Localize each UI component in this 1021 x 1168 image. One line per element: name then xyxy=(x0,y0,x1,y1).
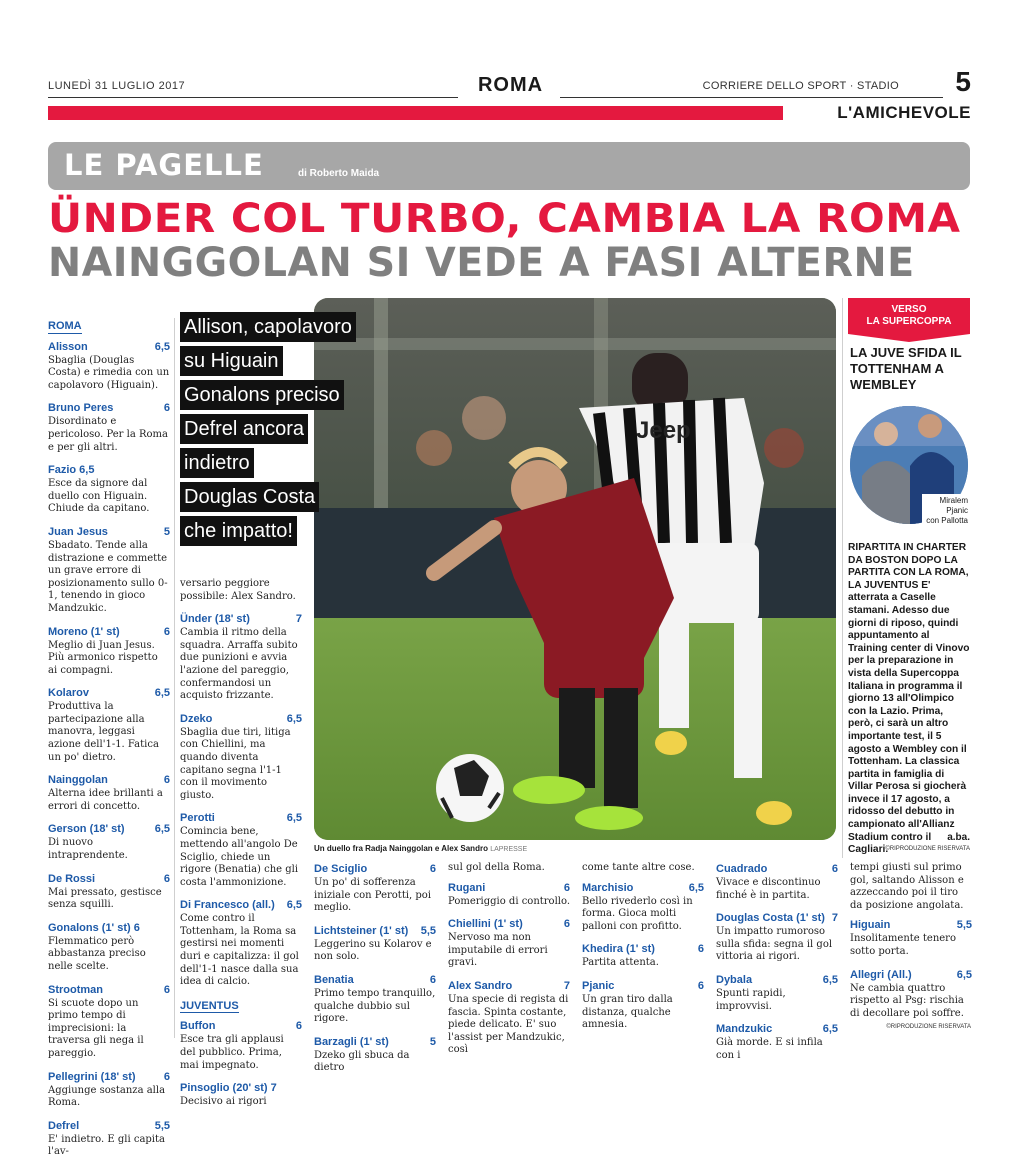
continued-text: tempi giusti sul primo gol, saltando Alisson e azzeccando poi il tiro da posizione angolata. xyxy=(850,862,964,911)
player-score: 6 xyxy=(163,1070,170,1083)
player-name: Khedira (1' st) xyxy=(582,943,655,956)
player-rating xyxy=(716,973,838,1013)
player-rating xyxy=(48,625,170,678)
player-name: Pellegrini (18' st) xyxy=(48,1070,136,1083)
player-comment: Pomeriggio di controllo. xyxy=(448,895,571,907)
player-rating xyxy=(582,881,704,934)
header-rule-right xyxy=(560,97,943,98)
publication-name: CORRIERE DELLO SPORT · STADIO xyxy=(702,80,899,92)
sidebar-photo-caption-line: con Pallotta xyxy=(926,516,968,525)
player-comment: Cambia il ritmo della squadra. Arraffa subito due punizioni e avvia l'azione del pareggio, confermandosi un acquisto frizzante. xyxy=(180,627,298,702)
sidebar-photo-caption-line: Miralem xyxy=(939,496,968,505)
player-rating xyxy=(716,911,838,964)
player-name: Rugani xyxy=(448,881,486,894)
player-comment: Si scuote dopo un primo tempo di imprecisioni: la traversa gli nega il pareggio. xyxy=(48,997,144,1059)
player-rating xyxy=(48,525,170,616)
column-divider xyxy=(842,298,843,858)
player-name: Gerson (18' st) xyxy=(48,823,125,836)
juve-ratings-col7 xyxy=(850,862,972,1029)
player-name: Chiellini (1' st) xyxy=(448,918,523,931)
player-name: Fazio 6,5 xyxy=(48,464,95,477)
player-name: Ünder (18' st) xyxy=(180,613,250,626)
player-rating xyxy=(448,979,570,1057)
player-comment: Un impatto rumoroso sulla sfida: segna il gol vittoria ai rigori. xyxy=(716,926,833,963)
player-rating xyxy=(582,979,704,1032)
column-divider xyxy=(174,318,175,1038)
player-rating xyxy=(850,968,972,1021)
player-comment: Spunti rapidi, improvvisi. xyxy=(716,987,786,1012)
sidebar-tag-line2: LA SUPERCOPPA xyxy=(866,316,952,327)
player-name: Buffon xyxy=(180,1020,216,1033)
player-comment: E' indietro. E gli capita l'av- xyxy=(48,1133,165,1158)
player-comment: Partita attenta. xyxy=(582,957,659,969)
sidebar-lead: RIPARTITA IN CHARTER DA BOSTON DOPO LA PARTITA CON LA ROMA, LA JUVENTUS E' xyxy=(848,542,969,591)
player-name: Pinsoglio (20' st) 7 xyxy=(180,1082,277,1095)
player-rating xyxy=(582,942,704,970)
player-comment: Esce tra gli applausi del pubblico. Prima, mai impegnato. xyxy=(180,1034,284,1071)
player-comment: Un gran tiro dalla distanza, qualche amnesia. xyxy=(582,993,673,1031)
player-comment: Dzeko gli sbuca da dietro xyxy=(314,1049,410,1074)
player-comment: Leggerino su Kolarov e non solo. xyxy=(314,938,432,963)
player-score: 6,5 xyxy=(154,687,170,700)
player-name: Di Francesco (all.) xyxy=(180,899,275,912)
header-rule-left xyxy=(48,97,458,98)
pagelle-label: LE PAGELLE xyxy=(64,148,264,182)
player-comment: Vivace e discontinuo finché è in partita. xyxy=(716,877,821,901)
player-score: 5,5 xyxy=(420,924,436,937)
section-title: ROMA xyxy=(477,74,544,96)
callout-line: indietro xyxy=(180,448,254,478)
player-rating xyxy=(48,822,170,862)
player-score: 6,5 xyxy=(286,899,302,912)
player-score: 6 xyxy=(163,774,170,787)
ratings-col2 xyxy=(180,578,302,1118)
player-comment: Sbaglia (Douglas Costa) e rimedia con un capolavoro (Higuain). xyxy=(48,354,170,391)
player-score: 6 xyxy=(163,983,170,996)
player-comment: Flemmatico però abbastanza preciso nelle scelte. xyxy=(48,935,146,972)
player-name: Mandzukic xyxy=(716,1023,773,1036)
player-rating xyxy=(48,463,170,516)
player-name: De Sciglio xyxy=(314,863,368,875)
player-score: 6 xyxy=(163,625,170,638)
headline-main: ÜNDER COL TURBO, CAMBIA LA ROMA xyxy=(48,196,961,242)
sidebar-tag-text xyxy=(848,304,970,328)
player-comment: Comincia bene, mettendo all'angolo De Sciglio, chiede un rigore (Benatia) che gli costa l'ammonizione. xyxy=(180,826,299,888)
player-name: Bruno Peres xyxy=(48,402,114,415)
team-label-juventus: JUVENTUS xyxy=(180,999,239,1012)
player-score: 6,5 xyxy=(154,823,170,836)
player-score: 6 xyxy=(831,863,838,875)
player-comment: Mai pressato, gestisce senza squilli. xyxy=(48,886,162,911)
player-rating xyxy=(180,712,302,803)
player-name: Allegri (All.) xyxy=(850,968,912,981)
player-score: 6,5 xyxy=(286,712,302,725)
callout-line: che impatto! xyxy=(180,516,297,546)
footer-rights: ©RIPRODUZIONE RISERVATA xyxy=(886,1024,971,1030)
callout-line: Defrel ancora xyxy=(180,414,308,444)
callout-line: Gonalons preciso xyxy=(180,380,344,410)
player-score: 5 xyxy=(163,525,170,538)
callout-line: Douglas Costa xyxy=(180,482,319,512)
player-score: 6,5 xyxy=(822,1023,838,1036)
player-name: Moreno (1' st) xyxy=(48,625,120,638)
player-rating xyxy=(48,921,170,974)
player-score: 6 xyxy=(563,918,570,931)
player-name: Kolarov xyxy=(48,687,89,700)
juve-ratings-col6 xyxy=(716,862,838,1071)
photo-caption-text: Un duello fra Radja Nainggolan e Alex Sandro xyxy=(314,844,488,853)
sidebar-tag-arrow xyxy=(848,334,970,342)
player-rating xyxy=(314,924,436,964)
headline-sub: NAINGGOLAN SI VEDE A FASI ALTERNE xyxy=(48,240,915,286)
player-comment: Aggiunge sostanza alla Roma. xyxy=(48,1084,166,1109)
juve-ratings-col4 xyxy=(448,862,570,1066)
byline: di Roberto Maida xyxy=(298,168,380,179)
page-number: 5 xyxy=(955,66,971,97)
player-comment: Alterna idee brillanti a errori di concetto. xyxy=(48,788,163,812)
player-rating xyxy=(314,973,436,1026)
player-comment: Bello rivederlo così in forma. Gioca molti palloni con profitto. xyxy=(582,895,693,932)
juve-ratings-col3 xyxy=(314,862,436,1084)
player-comment: Disordinato e pericoloso. Per la Roma e per gli altri. xyxy=(48,416,168,453)
player-name: Alisson xyxy=(48,340,88,353)
player-name: Cuadrado xyxy=(716,863,768,875)
sidebar-photo-caption-line: Pjanic xyxy=(946,506,968,515)
player-comment: Di nuovo intraprendente. xyxy=(48,837,128,862)
player-rating xyxy=(448,881,570,909)
player-comment: Come contro il Tottenham, la Roma sa gestirsi nei momenti duri e capitalizza: il gol dell'1-1 nasce dalla sua idea di calcio. xyxy=(180,913,299,988)
player-rating xyxy=(180,1081,302,1109)
callout-line: Allison, capolavoro xyxy=(180,312,356,342)
player-rating xyxy=(48,340,170,393)
issue-date: LUNEDÌ 31 LUGLIO 2017 xyxy=(48,80,186,92)
player-rating xyxy=(180,898,302,989)
photo-caption xyxy=(314,844,527,853)
player-score: 6,5 xyxy=(822,973,838,986)
player-score: 5,5 xyxy=(956,919,972,932)
player-name: Strootman xyxy=(48,983,103,996)
sidebar-signature: a.ba. xyxy=(947,832,970,843)
player-name: Juan Jesus xyxy=(48,525,108,538)
player-score: 7 xyxy=(295,613,302,626)
juve-ratings-col5 xyxy=(582,862,704,1041)
rubric-label: L'AMICHEVOLE xyxy=(837,103,971,122)
player-comment: Una specie di regista di fascia. Spinta costante, piede delicato. E' suo l'assist per Mandzukic, così xyxy=(448,993,569,1056)
player-name: De Rossi xyxy=(48,872,96,885)
player-score: 6 xyxy=(295,1020,302,1033)
player-score: 6,5 xyxy=(286,812,302,825)
highlights-callout xyxy=(180,312,405,550)
player-rating xyxy=(314,862,436,915)
player-rating xyxy=(716,1022,838,1062)
player-comment: Sbadato. Tende alla distrazione e commette un grave errore di posizionamento sullo 0-1, tenendo in gioco Mandzukic. xyxy=(48,539,168,614)
player-rating xyxy=(180,612,302,703)
player-score: 7 xyxy=(563,979,570,992)
continued-text: come tante altre cose. xyxy=(582,862,695,873)
player-rating xyxy=(48,1119,170,1159)
player-comment: Decisivo ai rigori xyxy=(180,1096,267,1108)
player-rating xyxy=(448,917,570,970)
player-name: Defrel xyxy=(48,1119,80,1132)
player-rating xyxy=(48,686,170,764)
player-comment: Già morde. E si infila con i xyxy=(716,1037,823,1061)
player-comment: Esce da signore dal duello con Higuain. Chiude da capitano. xyxy=(48,478,150,515)
player-comment: Ne cambia quattro rispetto al Psg: rischia di decollare poi soffre. xyxy=(850,982,964,1019)
player-score: 5 xyxy=(429,1035,436,1048)
player-name: Perotti xyxy=(180,812,215,825)
player-score: 6 xyxy=(429,863,436,875)
sidebar-body: atterrata a Caselle stamani. Adesso due giorni di riposo, quindi appuntamento al Training center di Vinovo per la preparazione in vista della Supercoppa Italiana in programma il giorno 13 all'Olimpico con la Lazio. Prima, però, ci sarà un altro importante test, il 5 agosto a Wembley con il Tottenham. La classica partita in famiglia di Villar Perosa si giocherà invece il 17 agosto, a ridosso del debutto in campionato all'Allianz Stadium contro il Cagliari. xyxy=(848,592,970,856)
player-comment: Insolitamente tenero sotto porta. xyxy=(850,933,956,957)
player-comment: Nervoso ma non imputabile di errori gravi. xyxy=(448,932,548,969)
player-name: Alex Sandro xyxy=(448,979,513,992)
player-rating xyxy=(48,1070,170,1110)
player-rating xyxy=(48,872,170,912)
section-color-bar xyxy=(48,106,783,120)
continued-text: versario peggiore possibile: Alex Sandro. xyxy=(180,578,296,602)
player-score: 6 xyxy=(697,943,704,956)
sidebar-title: LA JUVE SFIDA IL TOTTENHAM A WEMBLEY xyxy=(850,345,962,392)
player-rating xyxy=(716,862,838,902)
player-rating xyxy=(180,811,302,889)
player-name: Gonalons (1' st) 6 xyxy=(48,921,140,934)
sidebar-photo-caption xyxy=(922,494,970,526)
player-name: Higuain xyxy=(850,919,891,932)
roma-ratings-col1 xyxy=(48,318,170,1168)
player-name: Pjanic xyxy=(582,979,615,992)
team-label-roma: ROMA xyxy=(48,320,82,332)
player-comment: Produttiva la partecipazione alla manovra, leggasi azione dell'1-1. Fatica un po' dietro. xyxy=(48,701,159,763)
player-name: Dybala xyxy=(716,973,753,986)
continued-text: sul gol della Roma. xyxy=(448,862,545,873)
player-score: 6,5 xyxy=(956,968,972,981)
player-name: Lichtsteiner (1' st) xyxy=(314,924,409,937)
player-name: Dzeko xyxy=(180,712,213,725)
player-rating xyxy=(180,1019,302,1072)
player-comment: Meglio di Juan Jesus. Più armonico rispetto ai compagni. xyxy=(48,639,158,676)
player-score: 6 xyxy=(163,402,170,415)
player-score: 5,5 xyxy=(154,1119,170,1132)
player-rating xyxy=(48,983,170,1061)
player-score: 6 xyxy=(163,872,170,885)
sidebar-tag-line1: VERSO xyxy=(891,304,927,315)
player-name: Marchisio xyxy=(582,881,634,894)
player-score: 6 xyxy=(429,973,436,986)
sidebar-article xyxy=(848,542,970,857)
player-name: Barzagli (1' st) xyxy=(314,1035,389,1048)
player-rating xyxy=(48,773,170,813)
sidebar-rights: ©RIPRODUZIONE RISERVATA xyxy=(885,846,970,852)
player-name: Nainggolan xyxy=(48,774,108,787)
player-comment: Primo tempo tranquillo, qualche dubbio sul rigore. xyxy=(314,987,436,1025)
jersey-sponsor: Jeep xyxy=(636,417,691,444)
player-rating xyxy=(48,401,170,454)
player-name: Douglas Costa (1' st) xyxy=(716,912,825,925)
player-score: 6 xyxy=(697,979,704,992)
photo-credit: LAPRESSE xyxy=(490,846,528,853)
player-score: 6,5 xyxy=(154,340,170,353)
player-rating xyxy=(850,918,972,958)
player-score: 6 xyxy=(563,881,570,894)
player-name: Benatia xyxy=(314,973,354,986)
player-score: 6,5 xyxy=(688,881,704,894)
player-comment: Un po' di sofferenza iniziale con Perotti, poi meglio. xyxy=(314,877,432,914)
player-score: 7 xyxy=(831,912,838,925)
player-rating xyxy=(314,1035,436,1075)
supercoppa-sidebar xyxy=(848,298,972,858)
callout-line: su Higuain xyxy=(180,346,283,376)
player-comment: Sbaglia due tiri, litiga con Chiellini, ma quando diventa capitano segna l'1-1 con il movimento giusto. xyxy=(180,726,291,801)
